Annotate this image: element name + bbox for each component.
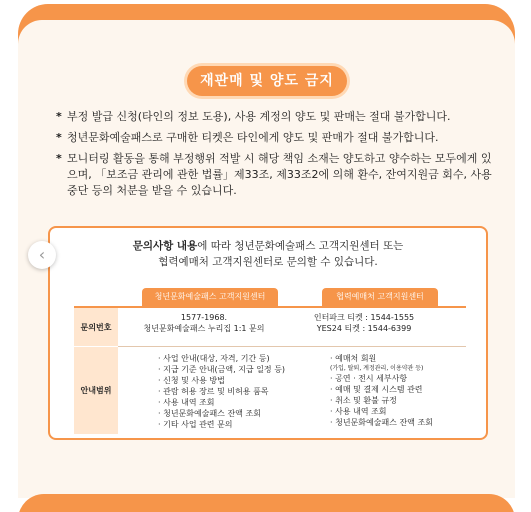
rules-list — [56, 109, 496, 204]
chevron-left-icon: ‹ — [38, 245, 46, 264]
list-item: · 공연 · 전시 세부사항 — [330, 374, 408, 383]
list-item: · 사업 안내(대상, 자격, 기간 등) — [158, 354, 270, 363]
bullet-star: * — [56, 131, 62, 144]
partner-phone-yes24: YES24 티켓 : 1544-6399 — [316, 324, 412, 333]
list-item: · 예매처 회원 — [330, 354, 377, 363]
youth-center-phone — [134, 312, 274, 334]
list-item: · 취소 및 환불 규정 — [330, 396, 397, 405]
rule-text: 부정 발급 신청(타인의 정보 도용), 사용 계정의 양도 및 판매는 절대 불가합니다. — [67, 110, 451, 123]
list-item: · 지급 기준 안내(금액, 지급 일정 등) — [158, 365, 286, 374]
partner-center-phone — [294, 312, 434, 334]
partner-center-scope-list — [330, 353, 470, 428]
carousel-prev-button[interactable] — [28, 241, 56, 269]
list-item-note: (가입, 탈퇴, 계정관리, 이용약관 등) — [330, 365, 424, 372]
list-item: · 예매 및 결제 시스템 관련 — [330, 385, 423, 394]
rule-item — [56, 130, 496, 146]
partner-phone-interpark: 인터파크 티켓 : 1544-1555 — [313, 313, 415, 322]
list-item: · 청년문화예술패스 잔액 조회 — [330, 418, 433, 427]
row-header-phone: 문의번호 — [74, 306, 118, 346]
inquiry-title-rest: 에 따라 청년문화예술패스 고객지원센터 또는 — [197, 240, 404, 252]
inquiry-title-line2: 협력예매처 고객지원센터로 문의할 수 있습니다. — [158, 256, 378, 268]
next-card-top-border — [18, 494, 515, 512]
contact-table — [74, 306, 466, 434]
list-item: · 사용 내역 조회 — [158, 398, 215, 407]
bullet-star: * — [56, 152, 62, 165]
inquiry-title — [50, 238, 486, 270]
youth-phone-number: 1577-1968. — [180, 313, 228, 322]
row-divider — [118, 346, 466, 347]
youth-phone-online: 청년문화예술패스 누리집 1:1 문의 — [143, 324, 265, 333]
rule-item — [56, 151, 496, 199]
rule-text: 모니터링 활동을 통해 부정행위 적발 시 해당 책임 소재는 양도하고 양수하는 모두에게 있으며, 「보조금 관리에 관한 법률」제33조, 제33조2에 의해 환수, 잔여지원금 회수, 사용중단 등의 처분을 받을 수 있습니다. — [67, 152, 492, 197]
section-title-badge: 재판매 및 양도 금지 — [187, 66, 347, 96]
list-item: · 청년문화예술패스 잔액 조회 — [158, 409, 261, 418]
bullet-star: * — [56, 110, 62, 123]
column-header-partner-center: 협력예매처 고객지원센터 — [322, 288, 438, 306]
youth-center-scope-list — [158, 353, 308, 430]
rule-text: 청년문화예술패스로 구매한 티켓은 타인에게 양도 및 판매가 절대 불가합니다. — [67, 131, 439, 144]
list-item: · 신청 및 사용 방법 — [158, 376, 225, 385]
inquiry-title-bold: 문의사항 내용 — [132, 240, 198, 252]
table-top-rule — [118, 306, 466, 308]
row-header-scope: 안내범위 — [74, 347, 118, 434]
list-item: · 사용 내역 조회 — [330, 407, 387, 416]
inquiry-box — [48, 226, 488, 440]
rule-item — [56, 109, 496, 125]
list-item: · 기타 사업 관련 문의 — [158, 420, 233, 429]
column-header-youth-center: 청년문화예술패스 고객지원센터 — [142, 288, 278, 306]
list-item: · 관람 허용 장르 및 비허용 품목 — [158, 387, 269, 396]
